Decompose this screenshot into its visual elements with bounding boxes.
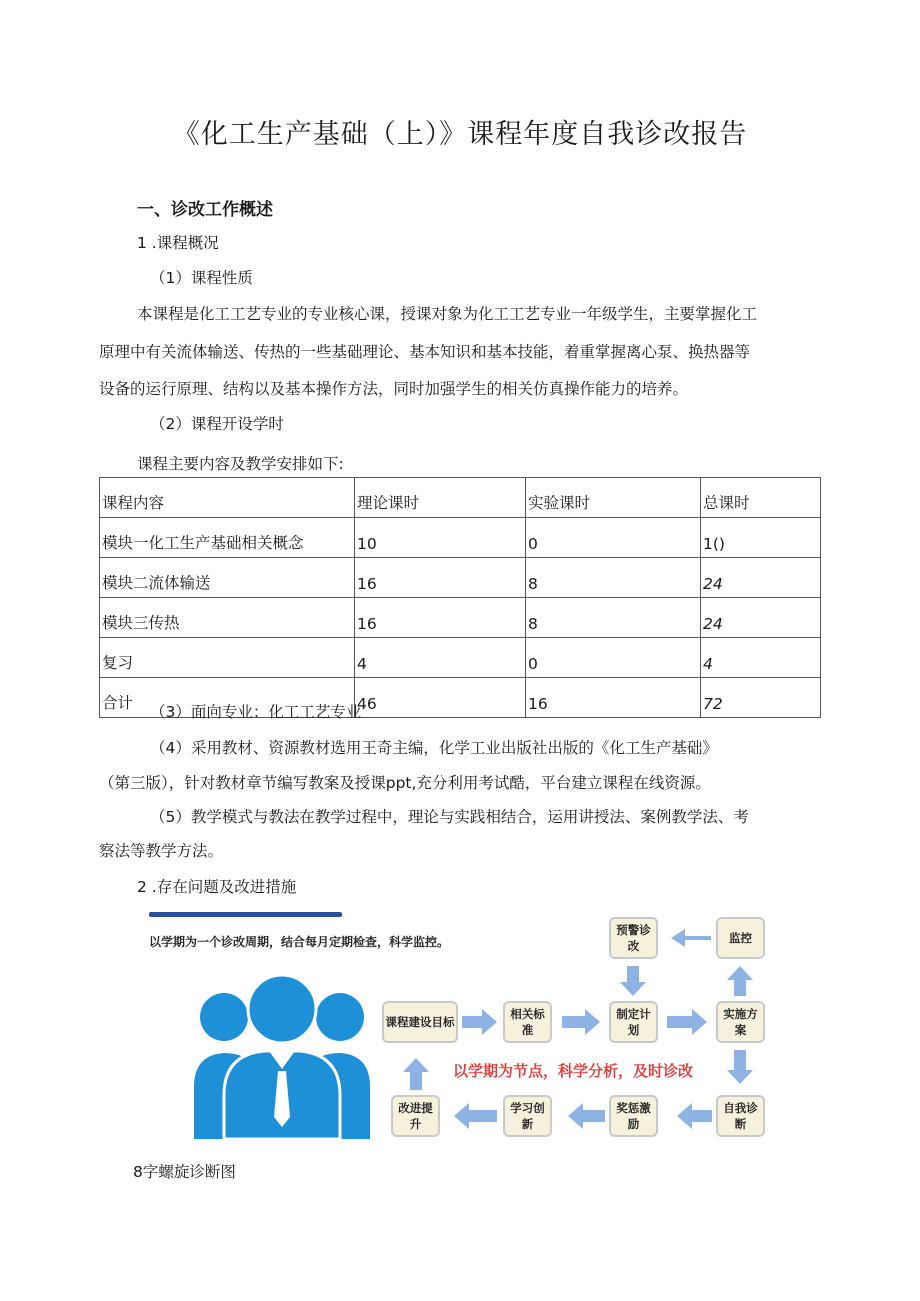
- table-cell: 24: [701, 558, 821, 598]
- box-make-plan: 制定计划: [609, 1001, 658, 1043]
- page-title: 《化工生产基础（上）》课程年度自我诊改报告: [172, 119, 748, 150]
- item-textbook-cont: （第三版），针对教材章节编写教案及授课ppt,充分利用考试酷，平台建立课程在线资源。: [99, 774, 711, 792]
- table-cell: 46: [355, 678, 526, 718]
- box-rewards: 奖惩激励: [609, 1095, 658, 1137]
- table-cell: 4: [355, 638, 526, 678]
- table-header-cell: 理论课时: [355, 478, 526, 518]
- table-row: [100, 518, 821, 558]
- item-target-major: （3）面向专业：化工工艺专业: [150, 703, 362, 721]
- course-hours-table: [99, 477, 821, 718]
- box-learning-innovation: 学习创新: [503, 1095, 552, 1137]
- table-cell: 8: [526, 558, 701, 598]
- box-implementation: 实施方案: [716, 1001, 765, 1043]
- box-monitoring: 监控: [716, 917, 765, 959]
- box-standards: 相关标准: [503, 1001, 552, 1043]
- table-cell: 复习: [100, 638, 355, 678]
- figure-caption: 8字螺旋诊断图: [133, 1163, 236, 1181]
- box-course-goal: 课程建设目标: [382, 1001, 458, 1043]
- subsection-course-overview: 1 .课程概况: [137, 234, 219, 252]
- box-warning-diagnosis: 预警诊改: [609, 917, 658, 959]
- table-cell: 72: [701, 678, 821, 718]
- item-course-hours: （2）课程开设学时: [150, 415, 284, 433]
- table-cell: 16: [355, 598, 526, 638]
- box-improvement: 改进提升: [391, 1095, 440, 1137]
- table-cell: 4: [701, 638, 821, 678]
- table-row: [100, 638, 821, 678]
- table-cell: 16: [355, 558, 526, 598]
- table-row: [100, 598, 821, 638]
- item-teaching-mode: （5）教学模式与教法在教学过程中，理论与实践相结合，运用讲授法、案例教学法、考: [150, 808, 749, 826]
- section-heading: 一、诊改工作概述: [137, 200, 273, 220]
- table-cell: 合计: [100, 678, 355, 718]
- item-course-nature: （1）课程性质: [150, 269, 253, 287]
- table-cell: 8: [526, 598, 701, 638]
- table-header-cell: 实验课时: [526, 478, 701, 518]
- paragraph-line: 本课程是化工工艺专业的专业核心课，授课对象为化工工艺专业一年级学生，主要掌握化工: [137, 305, 758, 323]
- box-self-diagnosis: 自我诊断: [716, 1095, 765, 1137]
- table-header-cell: 课程内容: [100, 478, 355, 518]
- item-teaching-mode-cont: 察法等教学方法。: [99, 842, 224, 860]
- table-cell: 0: [526, 638, 701, 678]
- table-cell: 1(): [701, 518, 821, 558]
- table-cell: 0: [526, 518, 701, 558]
- table-cell: 模块一化工生产基础相关概念: [100, 518, 355, 558]
- subsection-problems: 2 .存在问题及改进措施: [137, 878, 297, 896]
- paragraph-line: 设备的运行原理、结构以及基本操作方法，同时加强学生的相关仿真操作能力的培养。: [99, 380, 689, 398]
- diagnosis-diagram: [137, 912, 797, 1144]
- table-cell: 16: [526, 678, 701, 718]
- diagram-caption-top: 以学期为一个诊改周期，结合每月定期检查，科学监控。: [149, 935, 450, 949]
- diagram-center-text: 以学期为节点，科学分析，及时诊改: [453, 1062, 694, 1080]
- table-header-row: [100, 478, 821, 518]
- paragraph-line: 原理中有关流体输送、传热的一些基础理论、基本知识和基本技能，着重掌握离心泵、换热器等: [99, 343, 751, 361]
- table-row: [100, 558, 821, 598]
- table-cell: 24: [701, 598, 821, 638]
- flow-arrows: [137, 912, 797, 1144]
- table-cell: 模块二流体输送: [100, 558, 355, 598]
- table-cell: 10: [355, 518, 526, 558]
- table-header-cell: 总课时: [701, 478, 821, 518]
- item-textbook: （4）采用教材、资源教材选用王奇主编，化学工业出版社出版的《化工生产基础》: [150, 739, 718, 757]
- table-intro: 课程主要内容及教学安排如下:: [137, 455, 344, 473]
- table-cell: 模块三传热: [100, 598, 355, 638]
